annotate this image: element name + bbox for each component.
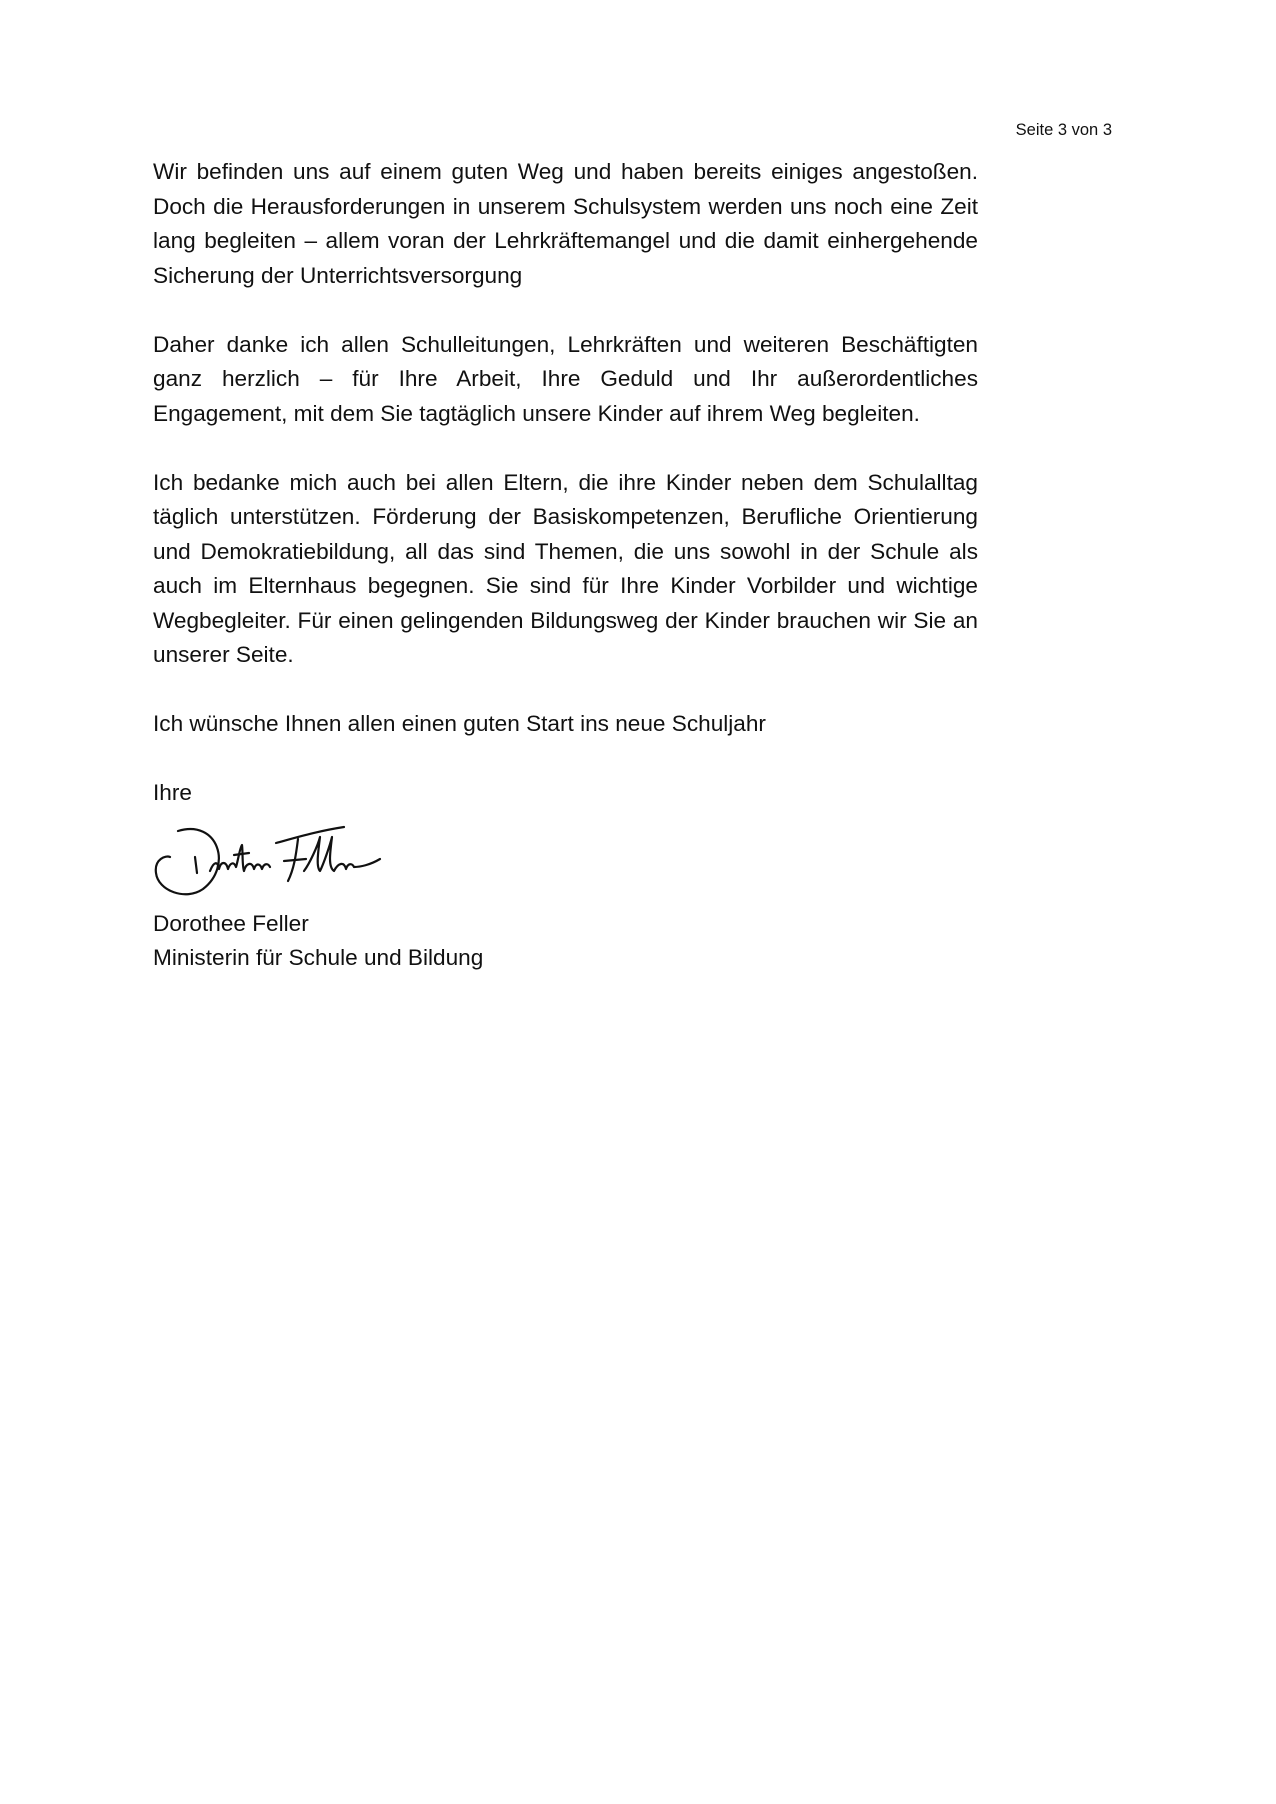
letter-body xyxy=(153,155,978,976)
signer-name: Dorothee Feller xyxy=(153,910,309,936)
paragraph-3: Ich bedanke mich auch bei allen Eltern, die ihre Kinder neben dem Schulalltag täglich unterstützen. Förderung der Basiskompetenzen, Berufliche Orientierung und Demokratiebildung, all das sind Themen, die uns sowohl in der Schule als auch im Elternhaus begegnen. Sie sind für Ihre Kinder Vorbilder und wichtige Wegbegleiter. Für einen gelingenden Bildungsweg der Kinder brauchen wir Sie an unserer Seite. xyxy=(153,469,978,667)
paragraph-1: Wir befinden uns auf einem guten Weg und haben bereits einiges angestoßen. Doch die Herausforderungen in unserem Schulsystem werden uns noch eine Zeit lang begleiten – allem voran der Lehrkräftemangel und die damit einhergehende Sicherung der Unterrichtsversorgung xyxy=(153,159,978,288)
closing-phrase: Ihre xyxy=(153,780,192,805)
paragraph-4: Ich wünsche Ihnen allen einen guten Start ins neue Schuljahr xyxy=(153,711,766,736)
handwritten-signature xyxy=(148,811,408,907)
paragraph-2: Daher danke ich allen Schulleitungen, Lehrkräften und weiteren Beschäftigten ganz herzlich – für Ihre Arbeit, Ihre Geduld und Ihr außerordentliches Engagement, mit dem Sie tagtäglich unsere Kinder auf ihrem Weg begleiten. xyxy=(153,331,978,426)
page-number: Seite 3 von 3 xyxy=(1015,121,1112,139)
signer-title: Ministerin für Schule und Bildung xyxy=(153,945,484,970)
